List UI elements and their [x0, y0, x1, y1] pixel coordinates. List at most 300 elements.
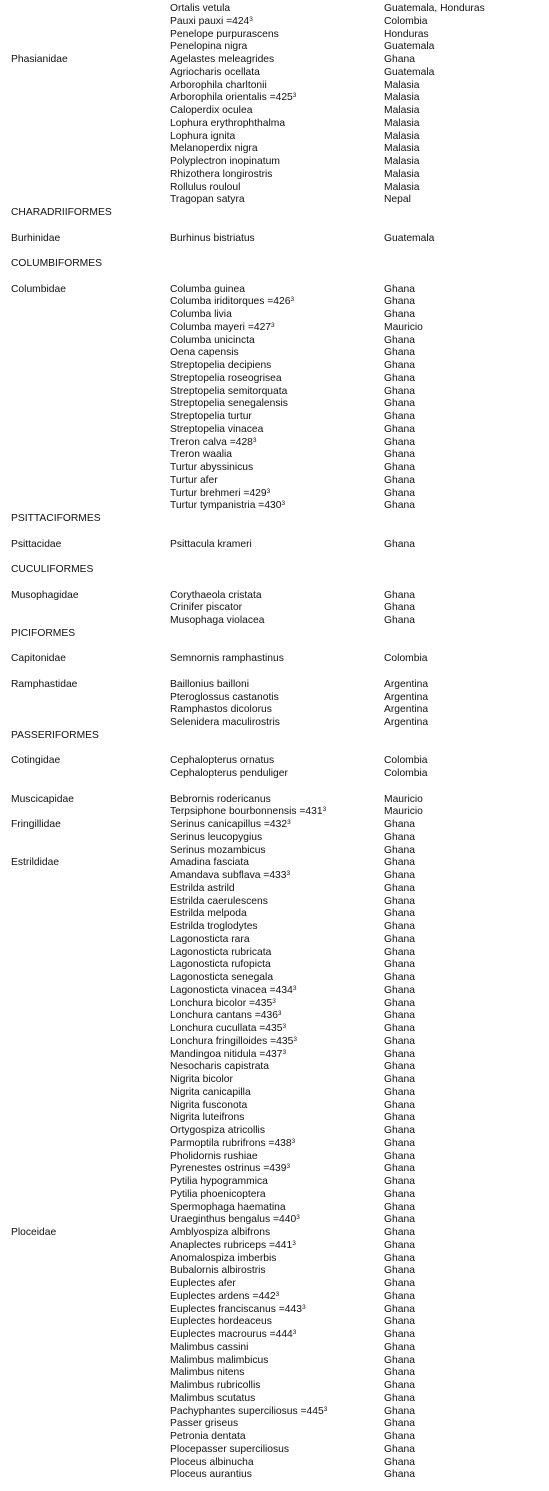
- country-name: Guatemala: [384, 41, 435, 53]
- species-name: [170, 959, 271, 972]
- species-name: [170, 194, 245, 207]
- table-row: [0, 386, 549, 399]
- species-text: Estrilda melpoda: [170, 908, 247, 920]
- table-row: [0, 1151, 549, 1164]
- table-row: [0, 1304, 549, 1317]
- country-name: Ghana: [384, 1099, 415, 1111]
- table-row: [0, 1087, 549, 1100]
- species-text: Amandava subflava =433: [170, 870, 287, 881]
- species-text: Turtur afer: [170, 474, 218, 486]
- species-text: Turtur tympanistria =430: [170, 500, 282, 512]
- table-row: [0, 794, 549, 807]
- table-row: [0, 717, 549, 730]
- country-name: Malasia: [384, 92, 420, 104]
- species-name: [170, 1304, 306, 1317]
- species-text: Estrilda troglodytes: [170, 921, 258, 932]
- table-row: [0, 934, 549, 947]
- species-text: Turtur abyssinicus: [170, 462, 254, 473]
- species-name: [170, 845, 266, 858]
- species-name: [170, 131, 235, 144]
- species-text: Malimbus nitens: [170, 1367, 245, 1379]
- country-name: Ghana: [384, 487, 415, 499]
- family-name: Cotingidae: [11, 755, 61, 767]
- species-text: Parmoptila rubrifrons =438: [170, 1137, 292, 1149]
- table-row: [0, 360, 549, 373]
- species-text: Psittacula krameri: [170, 538, 252, 550]
- table-row: [0, 1138, 549, 1151]
- country-name: Guatemala: [384, 232, 435, 244]
- species-name: [170, 819, 291, 832]
- table-row: [0, 449, 549, 462]
- country-name: Argentina: [384, 704, 429, 716]
- country-name: Ghana: [384, 1137, 415, 1149]
- species-name: [170, 462, 253, 475]
- footnote-marker: 3: [282, 1023, 287, 1030]
- species-text: Petronia dentata: [170, 1431, 246, 1442]
- country-name: Ghana: [384, 1150, 415, 1162]
- species-name: [170, 896, 268, 909]
- species-text: Bubalornis albirostris: [170, 1265, 266, 1277]
- country-name: Ghana: [384, 1354, 415, 1366]
- table-row: [0, 908, 549, 921]
- species-name: [170, 1100, 247, 1113]
- country-name: Colombia: [384, 15, 428, 27]
- table-row: [0, 143, 549, 156]
- species-name: [170, 360, 271, 373]
- species-text: Corythaeola cristata: [170, 589, 262, 601]
- table-row: [0, 1355, 549, 1368]
- table-row: [0, 156, 549, 169]
- table-row: [0, 309, 549, 322]
- species-text: Caloperdix oculea: [170, 105, 253, 116]
- table-row: [0, 1342, 549, 1355]
- species-name: [170, 1457, 254, 1470]
- species-text: Spermophaga haematina: [170, 1201, 286, 1213]
- footnote-marker: 3: [292, 92, 297, 100]
- table-row: [0, 475, 549, 488]
- species-name: [170, 590, 262, 603]
- table-row: [0, 488, 549, 501]
- country-name: Ghana: [384, 1188, 415, 1200]
- table-row: [0, 3, 549, 16]
- country-name: Malasia: [384, 156, 420, 167]
- family-name: Phasianidae: [11, 54, 68, 65]
- species-text: Treron waalia: [170, 449, 232, 461]
- country-name: Ghana: [384, 462, 415, 473]
- species-text: Semnornis ramphastinus: [170, 653, 284, 665]
- species-name: [170, 602, 242, 615]
- table-row: [0, 896, 549, 909]
- species-name: [170, 921, 258, 934]
- species-text: Penelopina nigra: [170, 41, 248, 53]
- species-text: Nigrita bicolor: [170, 1074, 233, 1085]
- table-row: [0, 1227, 549, 1240]
- table-row: [0, 347, 549, 360]
- country-name: Ghana: [384, 1380, 415, 1391]
- species-text: Lagonosticta rufopicta: [170, 959, 271, 971]
- country-name: Ghana: [384, 449, 415, 461]
- country-name: Ghana: [384, 1329, 415, 1340]
- species-name: [170, 449, 232, 462]
- species-text: Burhinus bistriatus: [170, 232, 255, 244]
- species-name: [170, 539, 252, 552]
- country-name: Ghana: [384, 1163, 415, 1175]
- country-name: Ghana: [384, 895, 415, 907]
- species-text: Mandingoa nitidula =437: [170, 1048, 283, 1060]
- family-name: Columbidae: [11, 283, 66, 295]
- table-row: [0, 118, 549, 131]
- table-row: [0, 1036, 549, 1049]
- species-name: [170, 1469, 252, 1482]
- table-row: [0, 857, 549, 870]
- table-row: [0, 80, 549, 93]
- species-text: Amadina fasciata: [170, 857, 249, 869]
- species-name: [170, 972, 273, 985]
- species-text: Passer griseus: [170, 1418, 239, 1430]
- species-text: Ramphastos dicolorus: [170, 704, 272, 716]
- species-name: [170, 1151, 258, 1164]
- species-text: Lagonosticta vinacea =434: [170, 984, 293, 996]
- species-name: [170, 1253, 276, 1266]
- species-name: [170, 1431, 246, 1444]
- country-name: Ghana: [384, 309, 415, 320]
- species-text: Ortalis vetula: [170, 3, 231, 14]
- country-name: Ghana: [384, 1418, 415, 1430]
- footnote-marker: 3: [292, 984, 297, 992]
- species-name: [170, 934, 250, 947]
- species-name: [170, 1125, 265, 1138]
- table-row: [0, 1202, 549, 1215]
- species-name: [170, 1214, 300, 1227]
- species-name: [170, 679, 249, 692]
- species-name: [170, 1112, 244, 1125]
- country-name: Ghana: [384, 1405, 415, 1417]
- species-text: Agelastes meleagrides: [170, 54, 275, 65]
- species-text: Treron calva =428: [170, 436, 253, 448]
- country-name: Ghana: [384, 1074, 415, 1085]
- country-name: Ghana: [384, 1290, 415, 1302]
- species-name: [170, 1265, 266, 1278]
- country-name: Malasia: [384, 117, 420, 129]
- table-row: [0, 539, 549, 552]
- country-name: Ghana: [384, 1316, 415, 1328]
- species-name: [170, 233, 255, 246]
- country-name: Ghana: [384, 1431, 415, 1442]
- table-row: [0, 500, 549, 513]
- species-text: Euplectes hordeaceus: [170, 1316, 272, 1328]
- species-text: Cephalopterus penduliger: [170, 768, 288, 779]
- table-row: [0, 704, 549, 717]
- species-name: [170, 1036, 297, 1049]
- family-name: Estrildidae: [11, 857, 60, 869]
- species-name: [170, 500, 285, 513]
- country-name: Ghana: [384, 844, 415, 856]
- species-text: Streptopelia senegalensis: [170, 398, 288, 410]
- table-row: [0, 1265, 549, 1278]
- table-row: [0, 1240, 549, 1253]
- species-text: Terpsiphone bourbonnensis =431: [170, 806, 323, 818]
- species-text: Pteroglossus castanotis: [170, 691, 279, 703]
- table-row: [0, 54, 549, 67]
- table-row: [0, 29, 549, 42]
- family-name: Capitonidae: [11, 653, 66, 665]
- species-text: Penelope purpurascens: [170, 28, 279, 40]
- table-row: [0, 437, 549, 450]
- footnote-marker: 3: [286, 870, 291, 877]
- species-text: Serinus leucopygius: [170, 831, 263, 843]
- species-text: Columba unicincta: [170, 334, 255, 346]
- country-name: Colombia: [384, 653, 428, 665]
- species-text: Lagonosticta rara: [170, 933, 250, 945]
- species-text: Malimbus scutatus: [170, 1392, 256, 1404]
- species-text: Euplectes franciscanus =443: [170, 1303, 302, 1315]
- species-text: Serinus canicapillus =432: [170, 819, 288, 830]
- species-text: Cephalopterus ornatus: [170, 755, 275, 767]
- country-name: Ghana: [384, 1010, 415, 1022]
- footnote-marker: 3: [277, 1010, 282, 1018]
- species-text: Streptopelia turtur: [170, 411, 252, 422]
- table-row: [0, 1431, 549, 1444]
- species-name: [170, 985, 296, 998]
- country-name: Malasia: [384, 143, 420, 155]
- order-name: PICIFORMES: [11, 627, 76, 639]
- country-name: Ghana: [384, 1112, 415, 1124]
- country-name: Ghana: [384, 1392, 415, 1404]
- family-name: Fringillidae: [11, 819, 61, 830]
- country-name: Ghana: [384, 589, 415, 601]
- species-name: [170, 284, 245, 297]
- table-row: [0, 985, 549, 998]
- species-text: Malimbus malimbicus: [170, 1354, 269, 1366]
- species-name: [170, 883, 235, 896]
- order-heading-row: [0, 258, 549, 271]
- species-text: Nigrita fusconota: [170, 1099, 248, 1111]
- species-text: Lagonosticta senegala: [170, 972, 274, 983]
- species-name: [170, 373, 282, 386]
- footnote-marker: 3: [322, 806, 327, 814]
- species-text: Rhizothera longirostris: [170, 168, 273, 180]
- species-text: Baillonius bailloni: [170, 678, 249, 690]
- species-name: [170, 1329, 296, 1342]
- family-name: Ploceidae: [11, 1227, 57, 1238]
- table-row: [0, 105, 549, 118]
- species-text: Lagonosticta rubricata: [170, 946, 272, 958]
- species-name: [170, 1291, 279, 1304]
- species-text: Euplectes ardens =442: [170, 1290, 276, 1302]
- order-heading-row: [0, 730, 549, 743]
- species-text: Turtur brehmeri =429: [170, 487, 267, 499]
- species-name: [170, 347, 239, 360]
- table-row: [0, 296, 549, 309]
- species-name: [170, 1278, 236, 1291]
- country-name: Ghana: [384, 1367, 415, 1379]
- footnote-marker: 3: [249, 15, 253, 23]
- table-row: [0, 1469, 549, 1482]
- species-name: [170, 156, 280, 169]
- species-text: Amblyospiza albifrons: [170, 1227, 271, 1238]
- table-row: [0, 1291, 549, 1304]
- species-name: [170, 1163, 290, 1176]
- family-name: Psittacidae: [11, 538, 62, 550]
- country-name: Ghana: [384, 1035, 415, 1047]
- species-name: [170, 411, 252, 424]
- order-name: PASSERIFORMES: [11, 729, 99, 741]
- species-text: Ploceus aurantius: [170, 1469, 252, 1481]
- species-text: Pachyphantes superciliosus =445: [170, 1405, 324, 1417]
- country-name: Ghana: [384, 538, 415, 550]
- country-name: Mauricio: [384, 793, 423, 805]
- species-name: [170, 1176, 268, 1189]
- table-row: [0, 1010, 549, 1023]
- species-name: [170, 1444, 289, 1457]
- species-name: [170, 653, 284, 666]
- species-name: [170, 832, 262, 845]
- species-name: [170, 1202, 286, 1215]
- species-name: [170, 947, 271, 960]
- footnote-marker: 3: [292, 1329, 297, 1336]
- footnote-marker: 3: [323, 1405, 328, 1413]
- country-name: Ghana: [384, 831, 415, 843]
- table-row: [0, 755, 549, 768]
- table-row: [0, 653, 549, 666]
- country-name: Ghana: [384, 1341, 415, 1353]
- table-row: [0, 194, 549, 207]
- country-name: Ghana: [384, 1023, 415, 1034]
- table-row: [0, 1214, 549, 1227]
- species-text: Agriocharis ocellata: [170, 66, 260, 78]
- species-text: Estrilda astrild: [170, 882, 235, 894]
- species-text: Lophura erythrophthalma: [170, 117, 286, 129]
- order-name: PSITTACIFORMES: [11, 513, 101, 524]
- table-row: [0, 1176, 549, 1189]
- table-row: [0, 1100, 549, 1113]
- species-name: [170, 1355, 268, 1368]
- country-name: Ghana: [384, 1443, 415, 1455]
- table-row: [0, 615, 549, 628]
- species-text: Pholidornis rushiae: [170, 1150, 258, 1162]
- table-row: [0, 1316, 549, 1329]
- country-name: Ghana: [384, 1048, 415, 1060]
- species-name: [170, 768, 288, 781]
- country-name: Ghana: [384, 1456, 415, 1468]
- order-heading-row: [0, 564, 549, 577]
- species-name: [170, 182, 240, 195]
- species-text: Arborophila charltonii: [170, 79, 267, 91]
- species-name: [170, 1418, 238, 1431]
- species-name: [170, 1023, 286, 1036]
- table-row: [0, 1125, 549, 1138]
- species-text: Malimbus rubricollis: [170, 1380, 261, 1391]
- table-row: [0, 1393, 549, 1406]
- country-name: Ghana: [384, 1239, 415, 1251]
- species-name: [170, 908, 247, 921]
- table-row: [0, 947, 549, 960]
- footnote-marker: 3: [292, 1239, 296, 1247]
- order-heading-row: [0, 513, 549, 526]
- species-text: Melanoperdix nigra: [170, 143, 258, 155]
- table-row: [0, 322, 549, 335]
- order-name: COLUMBIFORMES: [11, 258, 102, 269]
- species-name: [170, 1061, 269, 1074]
- country-name: Ghana: [384, 411, 415, 422]
- table-row: [0, 602, 549, 615]
- table-row: [0, 1061, 549, 1074]
- order-name: CUCULIFORMES: [11, 564, 94, 575]
- table-row: [0, 921, 549, 934]
- table-row: [0, 1163, 549, 1176]
- country-name: Ghana: [384, 857, 415, 869]
- country-name: Ghana: [384, 1303, 415, 1315]
- country-name: Ghana: [384, 436, 415, 448]
- country-name: Ghana: [384, 615, 415, 626]
- species-text: Estrilda caerulescens: [170, 895, 268, 907]
- table-row: [0, 41, 549, 54]
- country-name: Honduras: [384, 28, 429, 40]
- species-name: [170, 1380, 260, 1393]
- table-row: [0, 462, 549, 475]
- footnote-marker: 3: [301, 1303, 306, 1311]
- footnote-marker: 3: [272, 997, 276, 1005]
- table-row: [0, 1023, 549, 1036]
- species-name: [170, 1010, 282, 1023]
- species-name: [170, 1189, 266, 1202]
- species-name: [170, 424, 263, 437]
- table-row: [0, 959, 549, 972]
- family-name: Burhinidae: [11, 232, 61, 244]
- country-name: Ghana: [384, 1265, 415, 1277]
- country-name: Nepal: [384, 194, 411, 206]
- table-row: [0, 998, 549, 1011]
- country-name: Ghana: [384, 997, 415, 1009]
- species-text: Ploceus albinucha: [170, 1456, 254, 1468]
- species-text: Arborophila orientalis =425: [170, 92, 293, 104]
- table-row: [0, 233, 549, 246]
- family-name: Muscicapidae: [11, 793, 74, 805]
- species-name: [170, 3, 230, 16]
- species-text: Uraeginthus bengalus =440: [170, 1214, 297, 1226]
- species-name: [170, 717, 280, 730]
- table-row: [0, 870, 549, 883]
- table-row: [0, 819, 549, 832]
- country-name: Ghana: [384, 1201, 415, 1213]
- footnote-marker: 3: [293, 1035, 297, 1043]
- species-name: [170, 1240, 296, 1253]
- species-name: [170, 80, 267, 93]
- table-row: [0, 1253, 549, 1266]
- species-text: Pytilia phoenicoptera: [170, 1188, 266, 1200]
- table-row: [0, 16, 549, 29]
- species-text: Tragopan satyra: [170, 194, 245, 206]
- species-name: [170, 692, 279, 705]
- species-name: [170, 1227, 270, 1240]
- country-name: Ghana: [384, 1061, 415, 1073]
- species-text: Oena capensis: [170, 347, 239, 359]
- footnote-marker: 3: [281, 500, 286, 508]
- species-name: [170, 1406, 327, 1419]
- family-name: Ramphastidae: [11, 678, 78, 690]
- species-name: [170, 16, 253, 29]
- species-name: [170, 309, 232, 322]
- country-name: Ghana: [384, 921, 415, 932]
- country-name: Malasia: [384, 181, 420, 193]
- country-name: Ghana: [384, 500, 415, 512]
- table-row: [0, 1444, 549, 1457]
- species-text: Columba guinea: [170, 283, 245, 295]
- table-row: [0, 679, 549, 692]
- country-name: Ghana: [384, 946, 415, 958]
- species-name: [170, 794, 271, 807]
- table-row: [0, 1112, 549, 1125]
